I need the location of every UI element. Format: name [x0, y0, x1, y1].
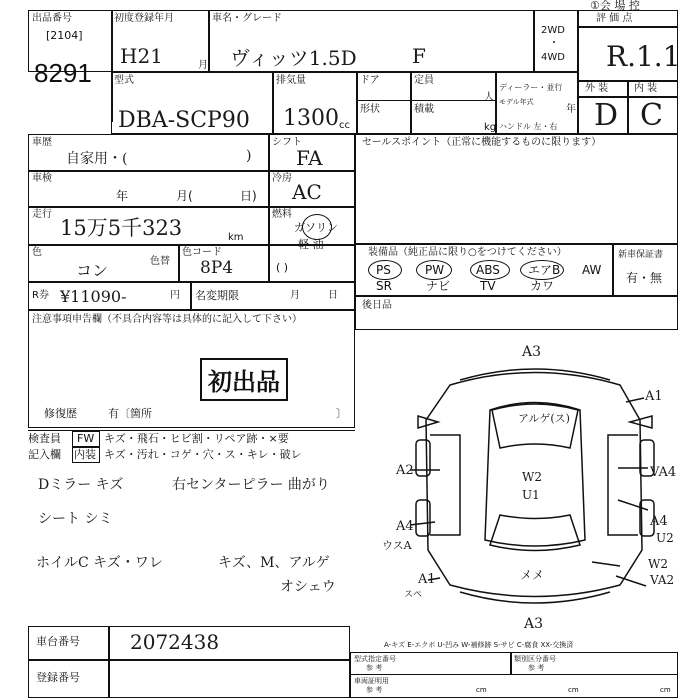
equip-ps-circle	[368, 260, 402, 280]
equip-pw: PW	[425, 263, 445, 277]
cm-3: cm	[660, 686, 671, 694]
displacement-label: 排気量	[276, 75, 306, 86]
handle-label: ハンドル 左・右	[499, 122, 558, 131]
shape-label: 形状	[360, 104, 380, 115]
type-cert-ref: 参 考	[366, 664, 383, 672]
diagram-label-left-side: A2	[396, 463, 414, 478]
equip-pw-circle	[416, 260, 452, 280]
diagram-label-windshield: アルゲ(ス)	[518, 412, 570, 425]
car-name-value: ヴィッツ1.5D	[230, 46, 357, 70]
first-registration-value: H21	[120, 44, 163, 68]
grade-value: F	[412, 44, 426, 68]
later-docs-label: 後日品	[362, 300, 392, 311]
diagram-label-right-side: VA4	[650, 465, 677, 480]
equipment-label: 装備品（純正品に限り○をつけてください）	[368, 247, 567, 258]
mileage-value: 15万5千323	[60, 216, 183, 240]
remark-4: ホイルC キズ・ワレ	[36, 555, 163, 571]
inspector-label-1: 検査員	[28, 432, 61, 445]
history-close: )	[246, 148, 252, 164]
damage-legend: A-キズ E-エクボ U-凹み W-補修跡 S-サビ C-腐食 XX-交換済	[384, 641, 574, 649]
equip-leather: カワ	[530, 279, 555, 293]
warranty-label: 新車保証書	[618, 250, 664, 260]
car-name-label: 車名・グレード	[212, 13, 282, 24]
remark-5: キズ、M、アルゲ	[218, 555, 330, 571]
first-listing-stamp: 初出品	[200, 358, 288, 401]
history-label: 車歴	[32, 137, 52, 148]
diagram-label-rear-left: A1	[418, 572, 436, 587]
inspection-year: 年	[116, 189, 129, 203]
vehicle-cert-label: 車両証明用	[354, 677, 389, 685]
dealer-label: ディーラー・並行	[499, 83, 563, 92]
load-label: 積載	[414, 104, 434, 115]
cm-1: cm	[476, 686, 487, 694]
equip-sr: SR	[376, 279, 392, 293]
diagram-label-roof-1: W2	[522, 470, 542, 484]
remark-1: Dミラー キズ	[38, 477, 124, 493]
door-label: ドア	[360, 75, 380, 86]
cc-unit: cc	[339, 120, 350, 131]
diagram-label-right-rear: A4	[650, 514, 668, 529]
interior-text: キズ・汚れ・コゲ・穴・ス・キレ・破レ	[104, 448, 302, 461]
name-change-label: 名変期限	[195, 289, 239, 302]
later-docs-block	[355, 296, 678, 330]
remark-6: オシェウ	[280, 579, 336, 595]
shift-value: FA	[296, 146, 323, 170]
exterior-grade: D	[594, 98, 619, 133]
equip-aw: AW	[582, 263, 602, 277]
interior-grade: C	[640, 98, 663, 133]
fw-text: キズ・飛石・ヒビ割・リペア跡・×要	[104, 432, 289, 445]
fuel-gasoline-circle	[302, 214, 332, 240]
diagram-label-right-rear-2: U2	[656, 531, 674, 545]
month-unit: 月	[198, 60, 208, 71]
fuel-other: ( )	[276, 261, 289, 274]
fuel-diesel: 軽 油	[298, 238, 324, 251]
recycle-label: R券	[32, 290, 49, 301]
score-label: 評 価 点	[596, 13, 633, 24]
kg-unit: kg	[484, 122, 497, 133]
color-label: 色	[32, 247, 42, 258]
category-ref: 参 考	[528, 664, 545, 672]
model-value: DBA-SCP90	[118, 108, 250, 133]
displacement-value: 1300	[283, 106, 339, 131]
inspection-label: 車検	[32, 173, 52, 184]
interior-label: 内 装	[634, 83, 658, 94]
diagram-label-front-right: A1	[645, 389, 663, 404]
equip-abs: ABS	[476, 263, 500, 277]
equip-navi: ナビ	[426, 279, 451, 293]
name-change-day: 日	[328, 290, 338, 301]
diagram-label-left-rear: A4	[396, 519, 414, 534]
sales-point-block	[355, 134, 678, 244]
diagram-label-spare: スペ	[404, 590, 423, 600]
equip-abs-circle	[470, 260, 510, 280]
exterior-label: 外 装	[585, 83, 609, 94]
diagram-label-roof-2: U1	[522, 488, 540, 502]
notes-block	[28, 310, 355, 428]
remark-2: 右センターピラー 曲がり	[172, 477, 330, 493]
score-value: R.1.1	[606, 40, 681, 73]
year-unit: 年	[566, 104, 576, 115]
color-code-label: 色コード	[182, 247, 222, 258]
fw-label: FW	[77, 432, 95, 445]
equip-airbag: エアB	[528, 263, 561, 277]
registration-label: 登録番号	[36, 671, 80, 684]
diagram-label-rear-right: W2	[648, 557, 668, 571]
model-label: 型式	[114, 75, 134, 86]
shift-label: シフト	[272, 137, 302, 148]
ac-label: 冷房	[272, 173, 292, 184]
name-change-month: 月	[290, 290, 300, 301]
drive-dot: ・	[549, 38, 559, 49]
model-year-label: モデル年式	[499, 98, 534, 106]
vehicle-cert-ref: 参 考	[366, 686, 383, 694]
recycle-value: ¥11090-	[60, 287, 127, 306]
repair-history-label: 修復歴	[44, 407, 77, 420]
inspection-day: 日)	[240, 189, 257, 203]
warranty-value: 有・無	[626, 271, 663, 285]
diagram-label-trunk: メメ	[520, 568, 545, 582]
mileage-label: 走行	[32, 209, 52, 220]
capacity-label: 定員	[414, 75, 434, 86]
diagram-label-left-rear-2: ウスA	[382, 539, 412, 552]
inspection-month: 月(	[176, 189, 193, 203]
equip-airbag-circle	[520, 260, 564, 280]
color-value: コン	[76, 261, 109, 280]
drive-4wd: 4WD	[541, 52, 565, 63]
equip-ps: PS	[376, 263, 391, 277]
drive-2wd: 2WD	[541, 25, 565, 36]
recycle-yen: 円	[170, 290, 180, 301]
type-cert-label: 型式指定番号	[354, 655, 396, 663]
person-unit: 人	[484, 92, 494, 103]
diagram-label-rear: A3	[524, 616, 544, 632]
copy-label: ①会 場 控	[590, 0, 640, 12]
mileage-unit: km	[228, 232, 244, 243]
history-value: 自家用・(	[66, 151, 128, 167]
chassis-label: 車台番号	[36, 635, 80, 648]
equip-tv: TV	[480, 279, 496, 293]
diagram-label-front: A3	[522, 344, 542, 360]
category-label: 類別区分番号	[514, 655, 556, 663]
lot-number-label: 出品番号	[32, 13, 72, 24]
inspector-label-2: 記入欄	[28, 448, 61, 461]
lot-number: 8291	[34, 58, 92, 88]
color-change-label: 色替	[150, 256, 170, 267]
fuel-gasoline: ガソリン	[294, 221, 338, 234]
sales-point-label: セールスポイント（正常に機能するものに限ります）	[362, 137, 602, 148]
repair-history-value: 有〔箇所	[108, 407, 152, 420]
color-code-value: 8P4	[200, 258, 234, 278]
cm-2: cm	[568, 686, 579, 694]
diagram-label-rear-right-2: VA2	[650, 573, 675, 587]
fuel-label: 燃料	[272, 209, 292, 220]
chassis-number: 2072438	[130, 630, 220, 654]
lot-sub-number: [2104]	[46, 29, 83, 42]
interior-label-tag: 内装	[74, 448, 96, 461]
remark-3: シート シミ	[38, 511, 113, 527]
ac-value: AC	[292, 180, 322, 204]
repair-history-close: 〕	[336, 407, 347, 420]
notes-label: 注意事項申告欄（不具合内容等は具体的に記入して下さい）	[32, 314, 302, 325]
first-registration-label: 初度登録年月	[114, 13, 174, 24]
